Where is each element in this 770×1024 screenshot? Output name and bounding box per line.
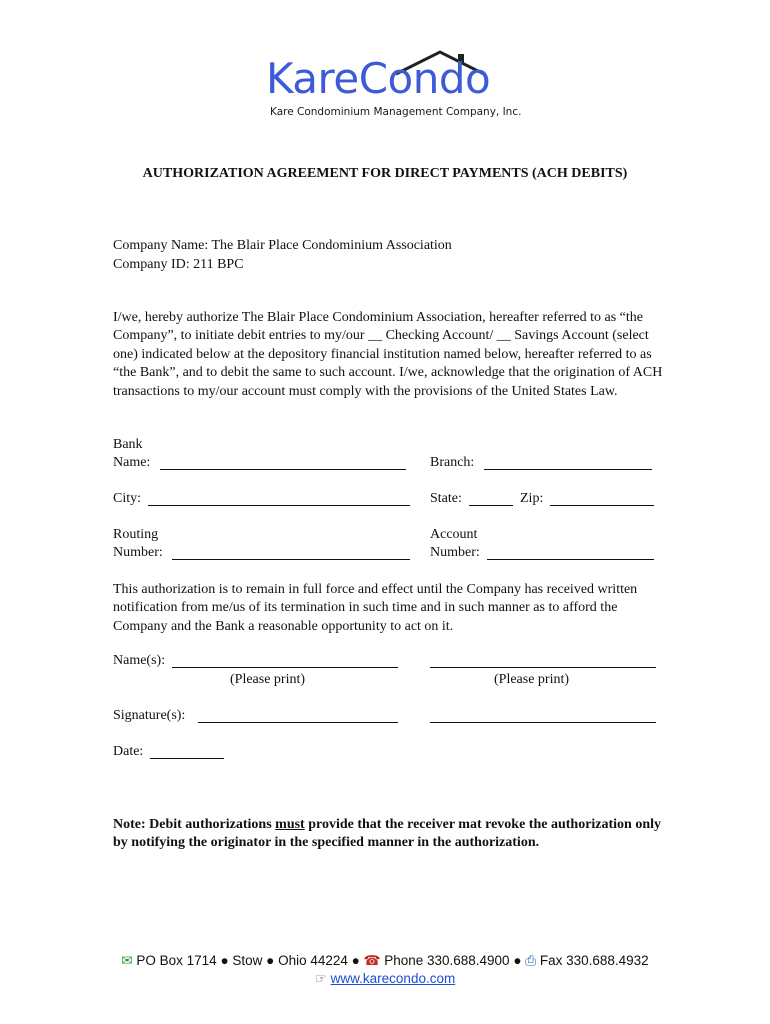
logo-brand: KareCondo — [266, 54, 491, 103]
bullet-icon: ● — [351, 953, 360, 968]
note-prefix: Note: Debit authorizations — [113, 817, 276, 832]
authorization-paragraph: I/we, hereby authorize The Blair Place Condominium Association, hereafter referred to as “the Company”, to initiate debit entries to my/our __ Checking Account/ __ Savings Account (select one) indicated below at the depository financial institution named below, hereafter referred to as “the Bank”, and to debit the same to such account. I/we, acknowledge that the origination of ACH transactions to my/our account must comply with the provisions of the United States Law. — [113, 310, 663, 399]
company-logo — [266, 48, 522, 124]
signatures-label: Signature(s): — [113, 708, 186, 723]
note-suffix: provide that the receiver mat revoke the authorization only by notifying the originator in the specified manner in the authorization. — [113, 817, 662, 851]
names-label: Name(s): — [113, 653, 166, 668]
company-id: Company ID: 211 BPC — [113, 257, 244, 272]
zip-label: Zip: — [520, 491, 544, 506]
routing-label-line1: Routing — [113, 527, 159, 542]
bank-name-field[interactable] — [160, 455, 406, 470]
date-label: Date: — [113, 744, 144, 759]
account-label-line1: Account — [430, 527, 478, 542]
date-field[interactable] — [150, 744, 224, 759]
footer-fax: Fax 330.688.4932 — [539, 953, 649, 968]
footer-phone: Phone 330.688.4900 — [384, 953, 510, 968]
fax-icon: ⎙ — [525, 953, 537, 968]
bank-name-label: Name: — [113, 455, 151, 470]
bullet-icon: ● — [220, 953, 229, 968]
note-emphasis: must — [275, 817, 305, 832]
account-number-field[interactable] — [487, 545, 654, 560]
state-label: State: — [430, 491, 462, 506]
branch-label: Branch: — [430, 455, 475, 470]
pointing-hand-icon: ☞ — [314, 971, 327, 986]
signature-field-1[interactable] — [198, 708, 398, 723]
bullet-icon: ● — [266, 953, 275, 968]
name-field-1[interactable] — [172, 653, 398, 668]
city-label: City: — [113, 491, 142, 506]
page-title: AUTHORIZATION AGREEMENT FOR DIRECT PAYMENTS (ACH DEBITS) — [142, 166, 628, 181]
footer-contact-line — [0, 952, 770, 970]
footer-web-line — [0, 970, 770, 988]
footer — [0, 952, 770, 988]
please-print-1: (Please print) — [230, 672, 306, 687]
footer-state-zip: Ohio 44224 — [278, 953, 348, 968]
state-field[interactable] — [469, 491, 513, 506]
branch-field[interactable] — [484, 455, 652, 470]
name-field-2[interactable] — [430, 653, 656, 668]
company-name: Company Name: The Blair Place Condominium Association — [113, 238, 452, 253]
logo-subtitle: Kare Condominium Management Company, Inc. — [270, 106, 522, 118]
bullet-icon: ● — [513, 953, 522, 968]
routing-number-label: Number: — [113, 545, 163, 560]
signature-field-2[interactable] — [430, 708, 656, 723]
zip-field[interactable] — [550, 491, 654, 506]
bank-label-line1: Bank — [113, 437, 143, 452]
please-print-2: (Please print) — [494, 672, 570, 687]
footer-city: Stow — [232, 953, 263, 968]
city-field[interactable] — [148, 491, 410, 506]
envelope-icon: ✉ — [121, 953, 133, 968]
phone-icon: ☎ — [363, 953, 381, 968]
footer-address: PO Box 1714 — [136, 953, 217, 968]
note-paragraph — [113, 816, 673, 853]
routing-number-field[interactable] — [172, 545, 410, 560]
website-link[interactable]: www.karecondo.com — [330, 971, 456, 986]
remain-paragraph: This authorization is to remain in full force and effect until the Company has received written notification from me/us of its termination in such time and in such manner as to afford the Company and the Bank a reasonable opportunity to act on it. — [113, 582, 638, 634]
account-number-label: Number: — [430, 545, 480, 560]
